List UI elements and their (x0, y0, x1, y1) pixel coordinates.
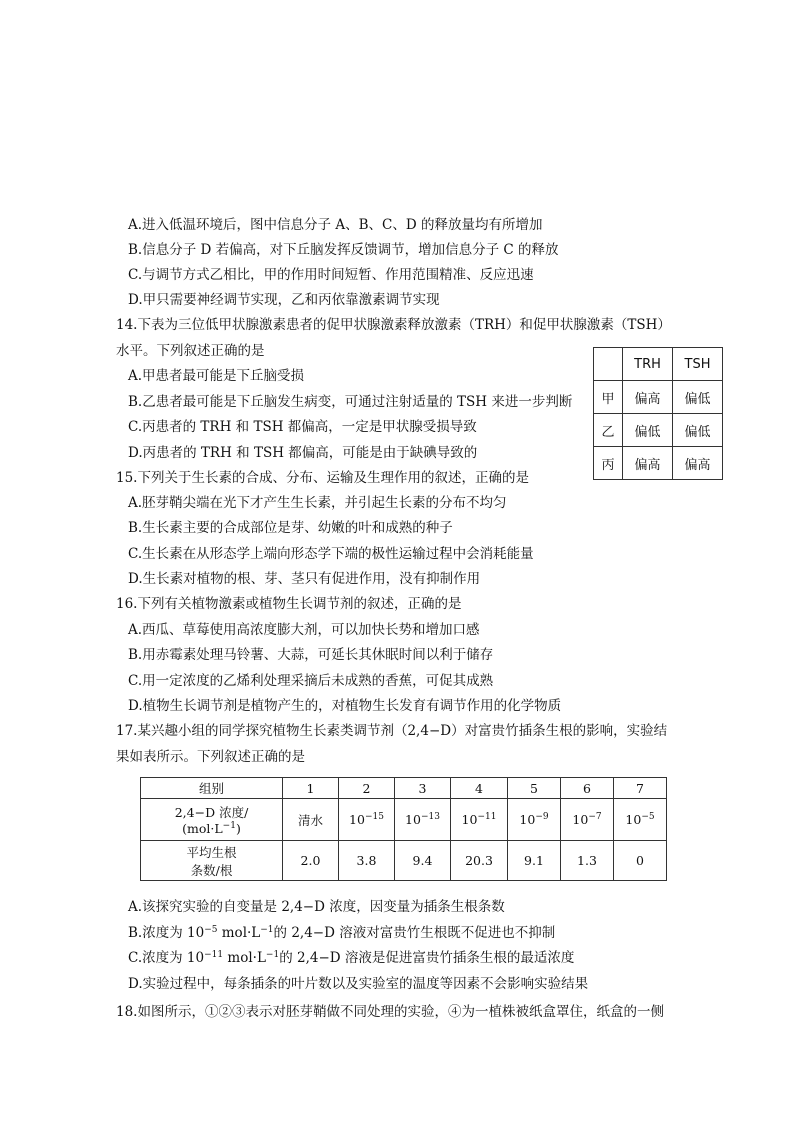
q16-option-b: B.用赤霉素处理马铃薯、大蒜，可延长其休眠时间以利于储存 (128, 647, 494, 663)
option-sup: −1 (265, 950, 280, 960)
q15-option-a: A.胚芽鞘尖端在光下才产生生长素，并引起生长素的分布不均匀 (128, 495, 507, 511)
table-row-label: 丙 (594, 447, 623, 480)
option-sup: −5 (204, 925, 218, 935)
conc-base: 10 (625, 812, 642, 827)
table-cell: 9.4 (395, 841, 451, 881)
table-cell (451, 799, 508, 841)
q14-stem-line1: 14.下表为三位低甲状腺激素患者的促甲状腺激素释放激素（TRH）和促甲状腺激素（TSH） (116, 317, 671, 333)
table-cell (395, 799, 451, 841)
table-cell: 清水 (283, 799, 339, 841)
q13-option-a: A.进入低温环境后，图中信息分子 A、B、C、D 的释放量均有所增加 (128, 217, 543, 233)
q17-option-b (128, 924, 555, 942)
q16-option-d: D.植物生长调节剂是植物产生的，对植物生长发育有调节作用的化学物质 (128, 698, 562, 714)
table-cell: 偏高 (623, 447, 673, 480)
table-cell: 2.0 (283, 841, 339, 881)
table-row-label (141, 841, 283, 881)
q15-stem: 15.下列关于生长素的合成、分布、运输及生理作用的叙述，正确的是 (116, 470, 529, 486)
conc-base: 10 (461, 812, 478, 827)
table-cell: 偏高 (623, 381, 673, 414)
table-row-label: 组别 (141, 778, 283, 799)
q14-option-a: A.甲患者最可能是下丘脑受损 (128, 368, 305, 384)
table-cell (561, 799, 614, 841)
table-row-label (141, 799, 283, 841)
table-cell: 偏低 (673, 381, 723, 414)
table-cell (339, 799, 395, 841)
table-header-row (594, 348, 723, 381)
conc-exponent: −9 (535, 812, 549, 822)
conc-label-close: ) (235, 821, 241, 836)
option-text: mol·L (223, 950, 266, 966)
q16-option-a: A.西瓜、草莓使用高浓度膨大剂，可以加快长势和增加口感 (128, 622, 480, 638)
conc-base: 10 (405, 812, 421, 827)
table-row-concentration (141, 799, 667, 841)
table-row-roots (141, 841, 667, 881)
q17-stem-line1: 17.某兴趣小组的同学探究植物生长素类调节剂（2,4−D）对富贵竹插条生根的影响，实验结 (116, 723, 668, 739)
table-cell: 3 (395, 778, 451, 799)
table-row-groups (141, 778, 667, 799)
option-text: B.浓度为 10 (128, 925, 205, 941)
table-cell: 5 (508, 778, 561, 799)
q14-option-d: D.丙患者的 TRH 和 TSH 都偏高，可能是由于缺碘导致的 (128, 445, 478, 461)
conc-base: 10 (519, 812, 536, 827)
table-cell: 20.3 (451, 841, 508, 881)
q15-option-c: C.生长素在从形态学上端向形态学下端的极性运输过程中会消耗能量 (128, 546, 534, 562)
q13-option-b: B.信息分子 D 若偏高，对下丘脑发挥反馈调节，增加信息分子 C 的释放 (128, 242, 559, 258)
table-cell: 4 (451, 778, 508, 799)
q18-stem: 18.如图所示，①②③表示对胚芽鞘做不同处理的实验，④为一植株被纸盒罩住，纸盒的一侧 (116, 1004, 664, 1020)
table-cell: 1.3 (561, 841, 614, 881)
conc-exponent: −13 (420, 812, 440, 822)
conc-base: 10 (349, 812, 365, 827)
table-row-label: 乙 (594, 414, 623, 447)
table-row-label: 甲 (594, 381, 623, 414)
conc-exponent: −15 (364, 812, 384, 822)
q16-option-c: C.用一定浓度的乙烯利处理采摘后未成熟的香蕉，可促其成熟 (128, 673, 494, 689)
q15-option-b: B.生长素主要的合成部位是芽、幼嫩的叶和成熟的种子 (128, 520, 453, 536)
table-cell: 2 (339, 778, 395, 799)
roots-label-line2: 条数/根 (190, 862, 233, 878)
conc-exponent: −7 (588, 812, 602, 822)
table-cell: 1 (283, 778, 339, 799)
q14-option-c: C.丙患者的 TRH 和 TSH 都偏高，一定是甲状腺受损导致 (128, 419, 477, 435)
table-cell: 偏高 (673, 447, 723, 480)
table-corner-cell (594, 348, 623, 381)
option-text: 的 2,4−D 溶液是促进富贵竹插条生根的最适浓度 (279, 950, 575, 966)
q17-option-d: D.实验过程中，每条插条的叶片数以及实验室的温度等因素不会影响实验结果 (128, 976, 589, 992)
q14-option-b: B.乙患者最可能是下丘脑发生病变，可通过注射适量的 TSH 来进一步判断 (128, 394, 573, 410)
table-row (594, 447, 723, 480)
q16-stem: 16.下列有关植物激素或植物生长调节剂的叙述，正确的是 (116, 596, 462, 612)
q13-option-d: D.甲只需要神经调节实现，乙和丙依靠激素调节实现 (128, 292, 440, 308)
option-sup: −1 (260, 925, 274, 935)
q14-hormone-table (593, 347, 723, 480)
q17-results-table (140, 777, 667, 881)
q14-stem-line2: 水平。下列叙述正确的是 (116, 343, 265, 359)
q13-option-c: C.与调节方式乙相比，甲的作用时间短暂、作用范围精准、反应迅速 (128, 267, 534, 283)
conc-exponent: −5 (641, 812, 655, 822)
table-cell: 0 (614, 841, 667, 881)
conc-label-line1: 2,4−D 浓度/ (174, 805, 249, 820)
q17-stem-line2: 果如表所示。下列叙述正确的是 (116, 749, 305, 765)
table-header-cell: TRH (623, 348, 673, 381)
table-cell: 9.1 (508, 841, 561, 881)
conc-exponent: −11 (477, 812, 497, 822)
table-header-cell: TSH (673, 348, 723, 381)
roots-label-line1: 平均生根 (186, 844, 237, 860)
option-text: C.浓度为 10 (128, 950, 205, 966)
table-cell: 3.8 (339, 841, 395, 881)
q15-option-d: D.生长素对植物的根、芽、茎只有促进作用，没有抑制作用 (128, 571, 481, 587)
table-cell (614, 799, 667, 841)
table-cell: 偏低 (673, 414, 723, 447)
table-cell: 7 (614, 778, 667, 799)
table-cell (508, 799, 561, 841)
option-text: mol·L (217, 925, 261, 941)
table-cell: 偏低 (623, 414, 673, 447)
conc-base: 10 (572, 812, 589, 827)
table-row (594, 414, 723, 447)
option-sup: −11 (204, 950, 224, 960)
q17-option-c (128, 949, 574, 967)
table-row (594, 381, 723, 414)
conc-label-unit: (mol·L (182, 821, 223, 836)
conc-label-sup: −1 (222, 821, 236, 831)
option-text: 的 2,4−D 溶液对富贵竹生根既不促进也不抑制 (273, 925, 556, 941)
table-cell: 6 (561, 778, 614, 799)
q17-option-a: A.该探究实验的自变量是 2,4−D 浓度，因变量为插条生根条数 (128, 899, 505, 915)
conc-label-line2 (141, 821, 282, 836)
